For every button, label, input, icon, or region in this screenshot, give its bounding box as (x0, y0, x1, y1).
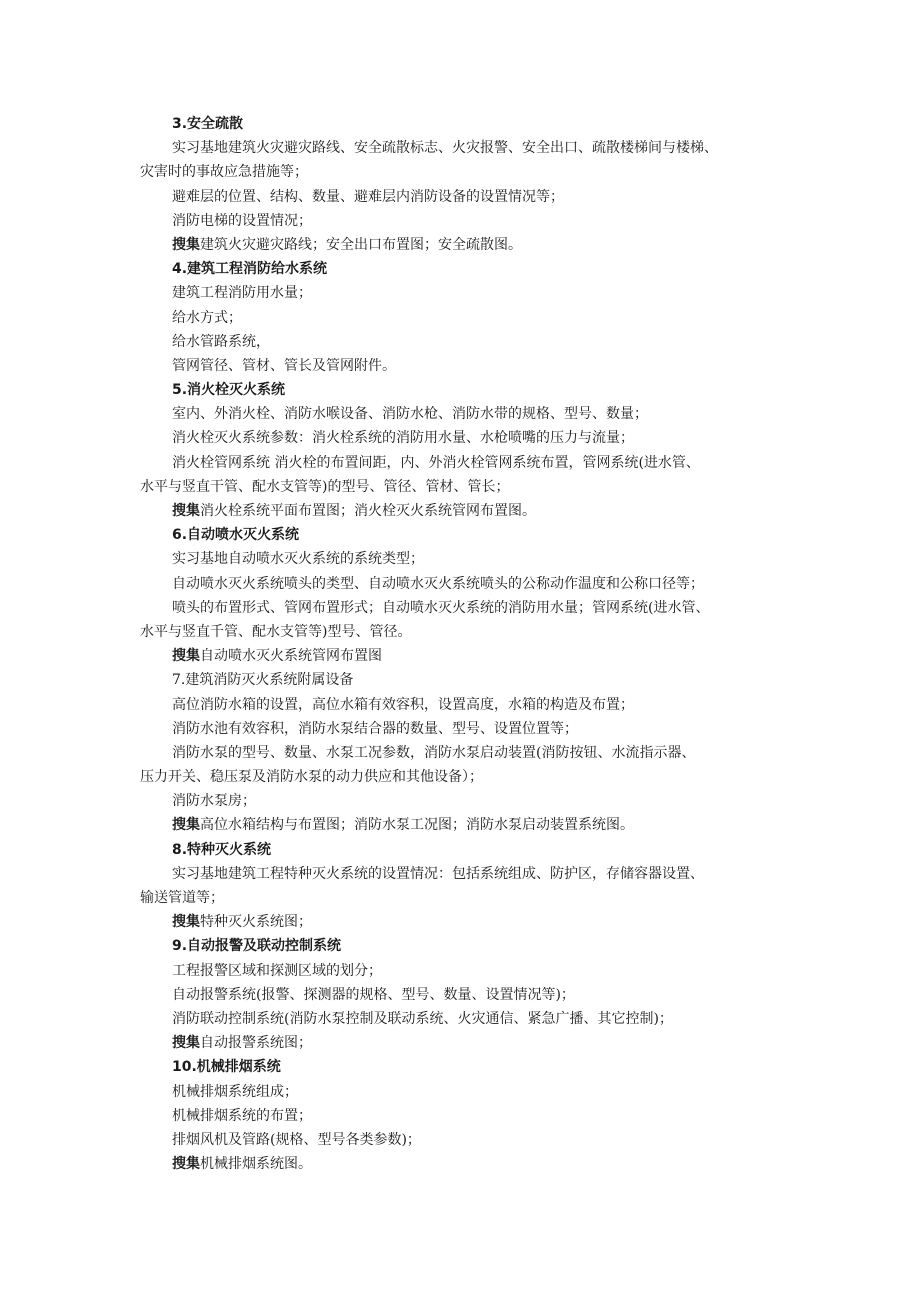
section-heading: 8.特种灭火系统 (172, 841, 272, 858)
section-heading: 4.建筑工程消防给水系统 (172, 261, 328, 278)
paragraph: 实习基地自动喷水灭火系统的系统类型； (172, 551, 424, 568)
document-body (140, 112, 790, 1176)
paragraph: 消防电梯的设置情况； (172, 212, 312, 229)
section-heading: 6.自动喷水灭火系统 (172, 527, 300, 544)
paragraph: 消火栓灭火系统参数：消火栓系统的消防用水量、水枪喷嘴的压力与流量； (172, 430, 634, 447)
collect-label: 搜集 (172, 648, 200, 665)
collect-text: 特种灭火系统图； (200, 914, 312, 931)
section-heading: 7.建筑消防灭火系统附属设备 (172, 672, 354, 689)
paragraph: 工程报警区域和探测区域的划分； (172, 962, 382, 979)
paragraph-line: 压力开关、稳压泵及消防水泵的动力供应和其他设备）； (140, 769, 483, 786)
paragraph-line: 消防水泵的型号、数量、水泵工况参数，消防水泵启动装置(消防按钮、水流指示器、 (172, 744, 696, 761)
paragraph: 室内、外消火栓、消防水喉设备、消防水枪、消防水带的规格、型号、数量； (172, 406, 648, 423)
collect-label: 搜集 (172, 914, 200, 931)
collect-label: 搜集 (172, 1035, 200, 1052)
collect-line (140, 1031, 790, 1055)
section-heading: 5.消火栓灭火系统 (172, 382, 286, 399)
paragraph: 消防水池有效容积，消防水泵结合器的数量、型号、设置位置等； (172, 720, 578, 737)
paragraph-line: 水平与竖直干管、配水支管等)的型号、管径、管材、管长； (140, 478, 510, 495)
section-heading: 3.安全疏散 (172, 116, 244, 132)
paragraph-line: 输送管道等； (140, 890, 224, 906)
paragraph: 机械排烟系统组成； (172, 1083, 298, 1100)
paragraph: 消防联动控制系统(消防水泵控制及联动系统、火灾通信、紧急广播、其它控制)； (172, 1010, 673, 1027)
paragraph: 给水管路系统， (172, 333, 270, 350)
paragraph-line: 消火栓管网系统 消火栓的布置间距，内、外消火栓管网系统布置，管网系统(进水管、 (172, 454, 700, 471)
collect-line (140, 813, 790, 837)
collect-line (140, 1152, 790, 1176)
paragraph: 消防水泵房； (172, 793, 256, 810)
paragraph: 排烟风机及管路(规格、型号各类参数)； (172, 1131, 421, 1148)
paragraph: 给水方式； (172, 309, 242, 326)
paragraph: 高位消防水箱的设置，高位水箱有效容积，设置高度，水箱的构造及布置； (172, 696, 634, 713)
paragraph: 建筑工程消防用水量； (172, 285, 312, 302)
paragraph-line: 喷头的布置形式、管网布置形式；自动喷水灭火系统的消防用水量；管网系统(进水管、 (172, 599, 710, 616)
section-heading: 10.机械排烟系统 (172, 1059, 281, 1076)
collect-text: 高位水箱结构与布置图；消防水泵工况图；消防水泵启动装置系统图。 (200, 817, 634, 834)
section-heading: 9.自动报警及联动控制系统 (172, 938, 342, 955)
paragraph-line: 实习基地建筑火灾避灾路线、安全疏散标志、火灾报警、安全出口、疏散楼梯间与楼梯、 (172, 140, 718, 157)
paragraph: 管网管径、管材、管长及管网附件。 (172, 357, 396, 374)
collect-text: 机械排烟系统图。 (200, 1156, 312, 1173)
paragraph: 机械排烟系统的布置； (172, 1107, 312, 1124)
paragraph-line: 灾害时的事故应急措施等； (140, 164, 308, 181)
collect-line (140, 499, 790, 523)
paragraph: 自动喷水灭火系统喷头的类型、自动喷水灭火系统喷头的公称动作温度和公称口径等； (172, 575, 704, 592)
collect-line (140, 910, 790, 934)
collect-text: 消火栓系统平面布置图；消火栓灭火系统管网布置图。 (200, 503, 536, 519)
collect-label: 搜集 (172, 503, 200, 519)
collect-text: 建筑火灾避灾路线；安全出口布置图；安全疏散图。 (200, 236, 522, 253)
collect-text: 自动报警系统图； (200, 1035, 312, 1052)
collect-label: 搜集 (172, 817, 200, 834)
paragraph: 避难层的位置、结构、数量、避难层内消防设备的设置情况等； (172, 188, 564, 205)
collect-line (140, 233, 790, 257)
paragraph-line: 实习基地建筑工程特种灭火系统的设置情况：包括系统组成、防护区，存储容器设置、 (172, 865, 704, 882)
collect-label: 搜集 (172, 236, 200, 253)
collect-text: 自动喷水灭火系统管网布置图 (200, 648, 382, 665)
paragraph-line: 水平与竖直千管、配水支管等)型号、管径。 (140, 623, 412, 640)
collect-label: 搜集 (172, 1156, 200, 1173)
collect-line (140, 644, 790, 668)
paragraph: 自动报警系统(报警、探测器的规格、型号、数量、设置情况等)； (172, 986, 575, 1003)
